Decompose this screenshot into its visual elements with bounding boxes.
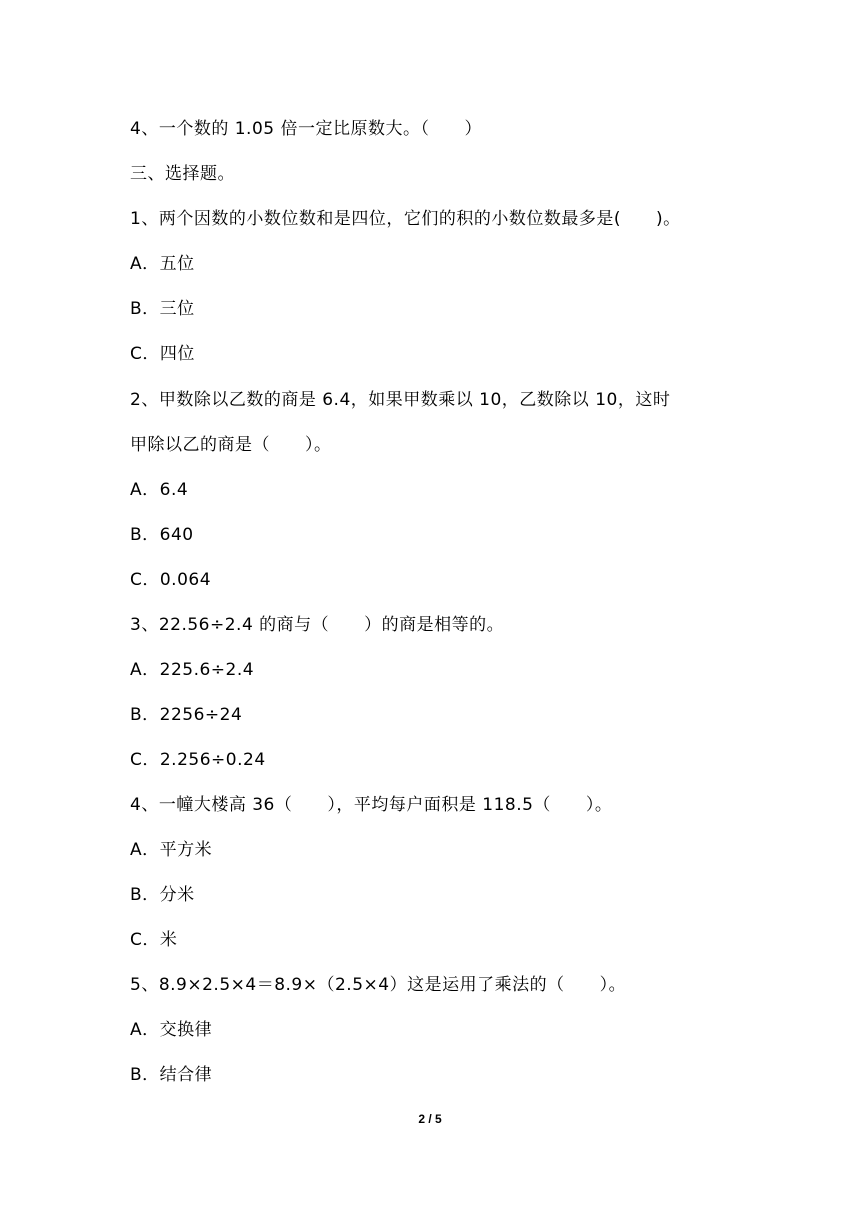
q1-option-b: B．三位 xyxy=(130,299,195,319)
q3-option-b: B．2256÷24 xyxy=(130,705,243,725)
q3-option-a: A．225.6÷2.4 xyxy=(130,660,255,680)
q5-option-b: B．结合律 xyxy=(130,1065,213,1085)
q1-option-c: C．四位 xyxy=(130,344,195,364)
q5-option-a: A．交换律 xyxy=(130,1020,213,1040)
question-5: 5、8.9×2.5×4＝8.9×（2.5×4）这是运用了乘法的（ ）。 xyxy=(130,975,627,995)
question-2-line-1: 2、甲数除以乙数的商是 6.4，如果甲数乘以 10，乙数除以 10，这时 xyxy=(130,390,671,410)
q1-option-a: A．五位 xyxy=(130,254,195,274)
question-3: 3、22.56÷2.4 的商与（ ）的商是相等的。 xyxy=(130,615,505,635)
q4-option-c: C．米 xyxy=(130,930,178,950)
q2-option-a: A．6.4 xyxy=(130,480,189,500)
page-number: 2 / 5 xyxy=(418,1112,442,1126)
q2-option-b: B．640 xyxy=(130,525,194,545)
question-4-judgement: 4、一个数的 1.05 倍一定比原数大。（ ） xyxy=(130,119,482,139)
question-4: 4、一幢大楼高 36（ ），平均每户面积是 118.5（ ）。 xyxy=(130,795,613,815)
q3-option-c: C．2.256÷0.24 xyxy=(130,750,266,770)
q4-option-a: A．平方米 xyxy=(130,840,213,860)
section-heading-choice: 三、选择题。 xyxy=(130,164,235,184)
question-2-line-2: 甲除以乙的商是（ ）。 xyxy=(130,435,332,455)
q4-option-b: B．分米 xyxy=(130,885,195,905)
question-1: 1、两个因数的小数位数和是四位，它们的积的小数位数最多是( )。 xyxy=(130,209,681,229)
q2-option-c: C．0.064 xyxy=(130,570,212,590)
